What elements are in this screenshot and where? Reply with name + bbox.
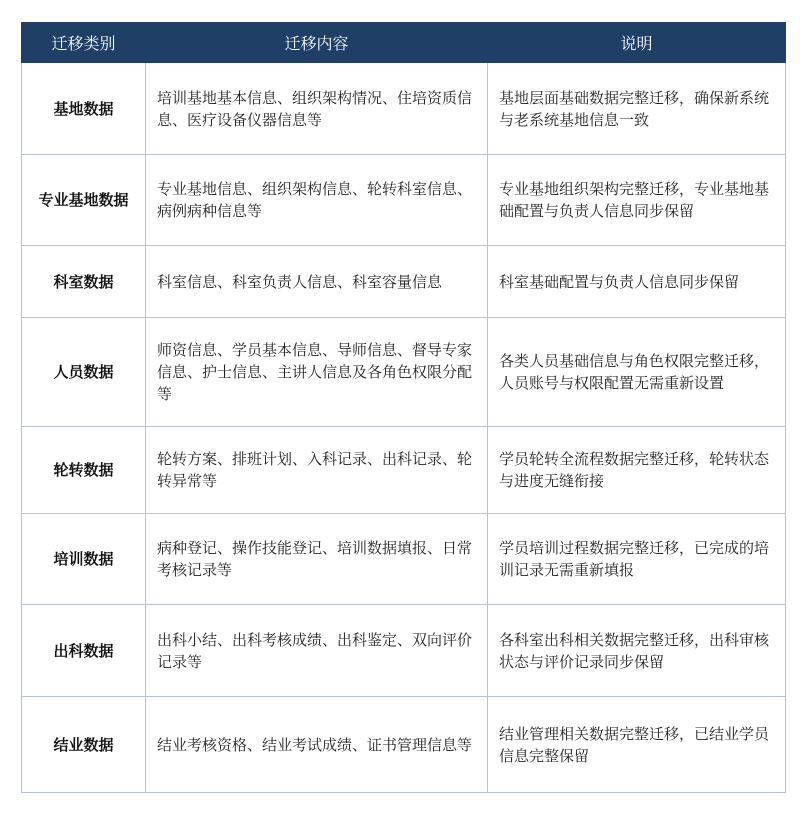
row-note: 专业基地组织架构完整迁移，专业基地基础配置与负责人信息同步保留 — [488, 155, 786, 246]
table-row — [22, 246, 786, 318]
migration-table — [21, 22, 786, 793]
row-note: 科室基础配置与负责人信息同步保留 — [488, 246, 786, 318]
row-category: 专业基地数据 — [22, 155, 146, 246]
row-note: 基地层面基础数据完整迁移，确保新系统与老系统基地信息一致 — [488, 63, 786, 155]
table-row — [22, 605, 786, 697]
row-content: 轮转方案、排班计划、入科记录、出科记录、轮转异常等 — [146, 427, 488, 514]
migration-table-container — [21, 22, 785, 793]
row-content: 结业考核资格、结业考试成绩、证书管理信息等 — [146, 697, 488, 793]
row-category: 轮转数据 — [22, 427, 146, 514]
row-category: 人员数据 — [22, 318, 146, 427]
row-note: 学员培训过程数据完整迁移，已完成的培训记录无需重新填报 — [488, 514, 786, 605]
table-row — [22, 155, 786, 246]
table-header-row — [22, 23, 786, 63]
row-note: 各科室出科相关数据完整迁移，出科审核状态与评价记录同步保留 — [488, 605, 786, 697]
row-content: 科室信息、科室负责人信息、科室容量信息 — [146, 246, 488, 318]
row-content: 师资信息、学员基本信息、导师信息、督导专家信息、护士信息、主讲人信息及各角色权限分配等 — [146, 318, 488, 427]
table-row — [22, 63, 786, 155]
header-content: 迁移内容 — [146, 23, 488, 63]
table-row — [22, 427, 786, 514]
table-row — [22, 697, 786, 793]
row-note: 学员轮转全流程数据完整迁移，轮转状态与进度无缝衔接 — [488, 427, 786, 514]
table-row — [22, 514, 786, 605]
row-content: 出科小结、出科考核成绩、出科鉴定、双向评价记录等 — [146, 605, 488, 697]
row-category: 培训数据 — [22, 514, 146, 605]
header-category: 迁移类别 — [22, 23, 146, 63]
table-row — [22, 318, 786, 427]
header-note: 说明 — [488, 23, 786, 63]
row-note: 各类人员基础信息与角色权限完整迁移，人员账号与权限配置无需重新设置 — [488, 318, 786, 427]
row-content: 专业基地信息、组织架构信息、轮转科室信息、病例病种信息等 — [146, 155, 488, 246]
row-content: 病种登记、操作技能登记、培训数据填报、日常考核记录等 — [146, 514, 488, 605]
row-category: 基地数据 — [22, 63, 146, 155]
row-category: 科室数据 — [22, 246, 146, 318]
row-note: 结业管理相关数据完整迁移，已结业学员信息完整保留 — [488, 697, 786, 793]
row-category: 结业数据 — [22, 697, 146, 793]
row-content: 培训基地基本信息、组织架构情况、住培资质信息、医疗设备仪器信息等 — [146, 63, 488, 155]
row-category: 出科数据 — [22, 605, 146, 697]
